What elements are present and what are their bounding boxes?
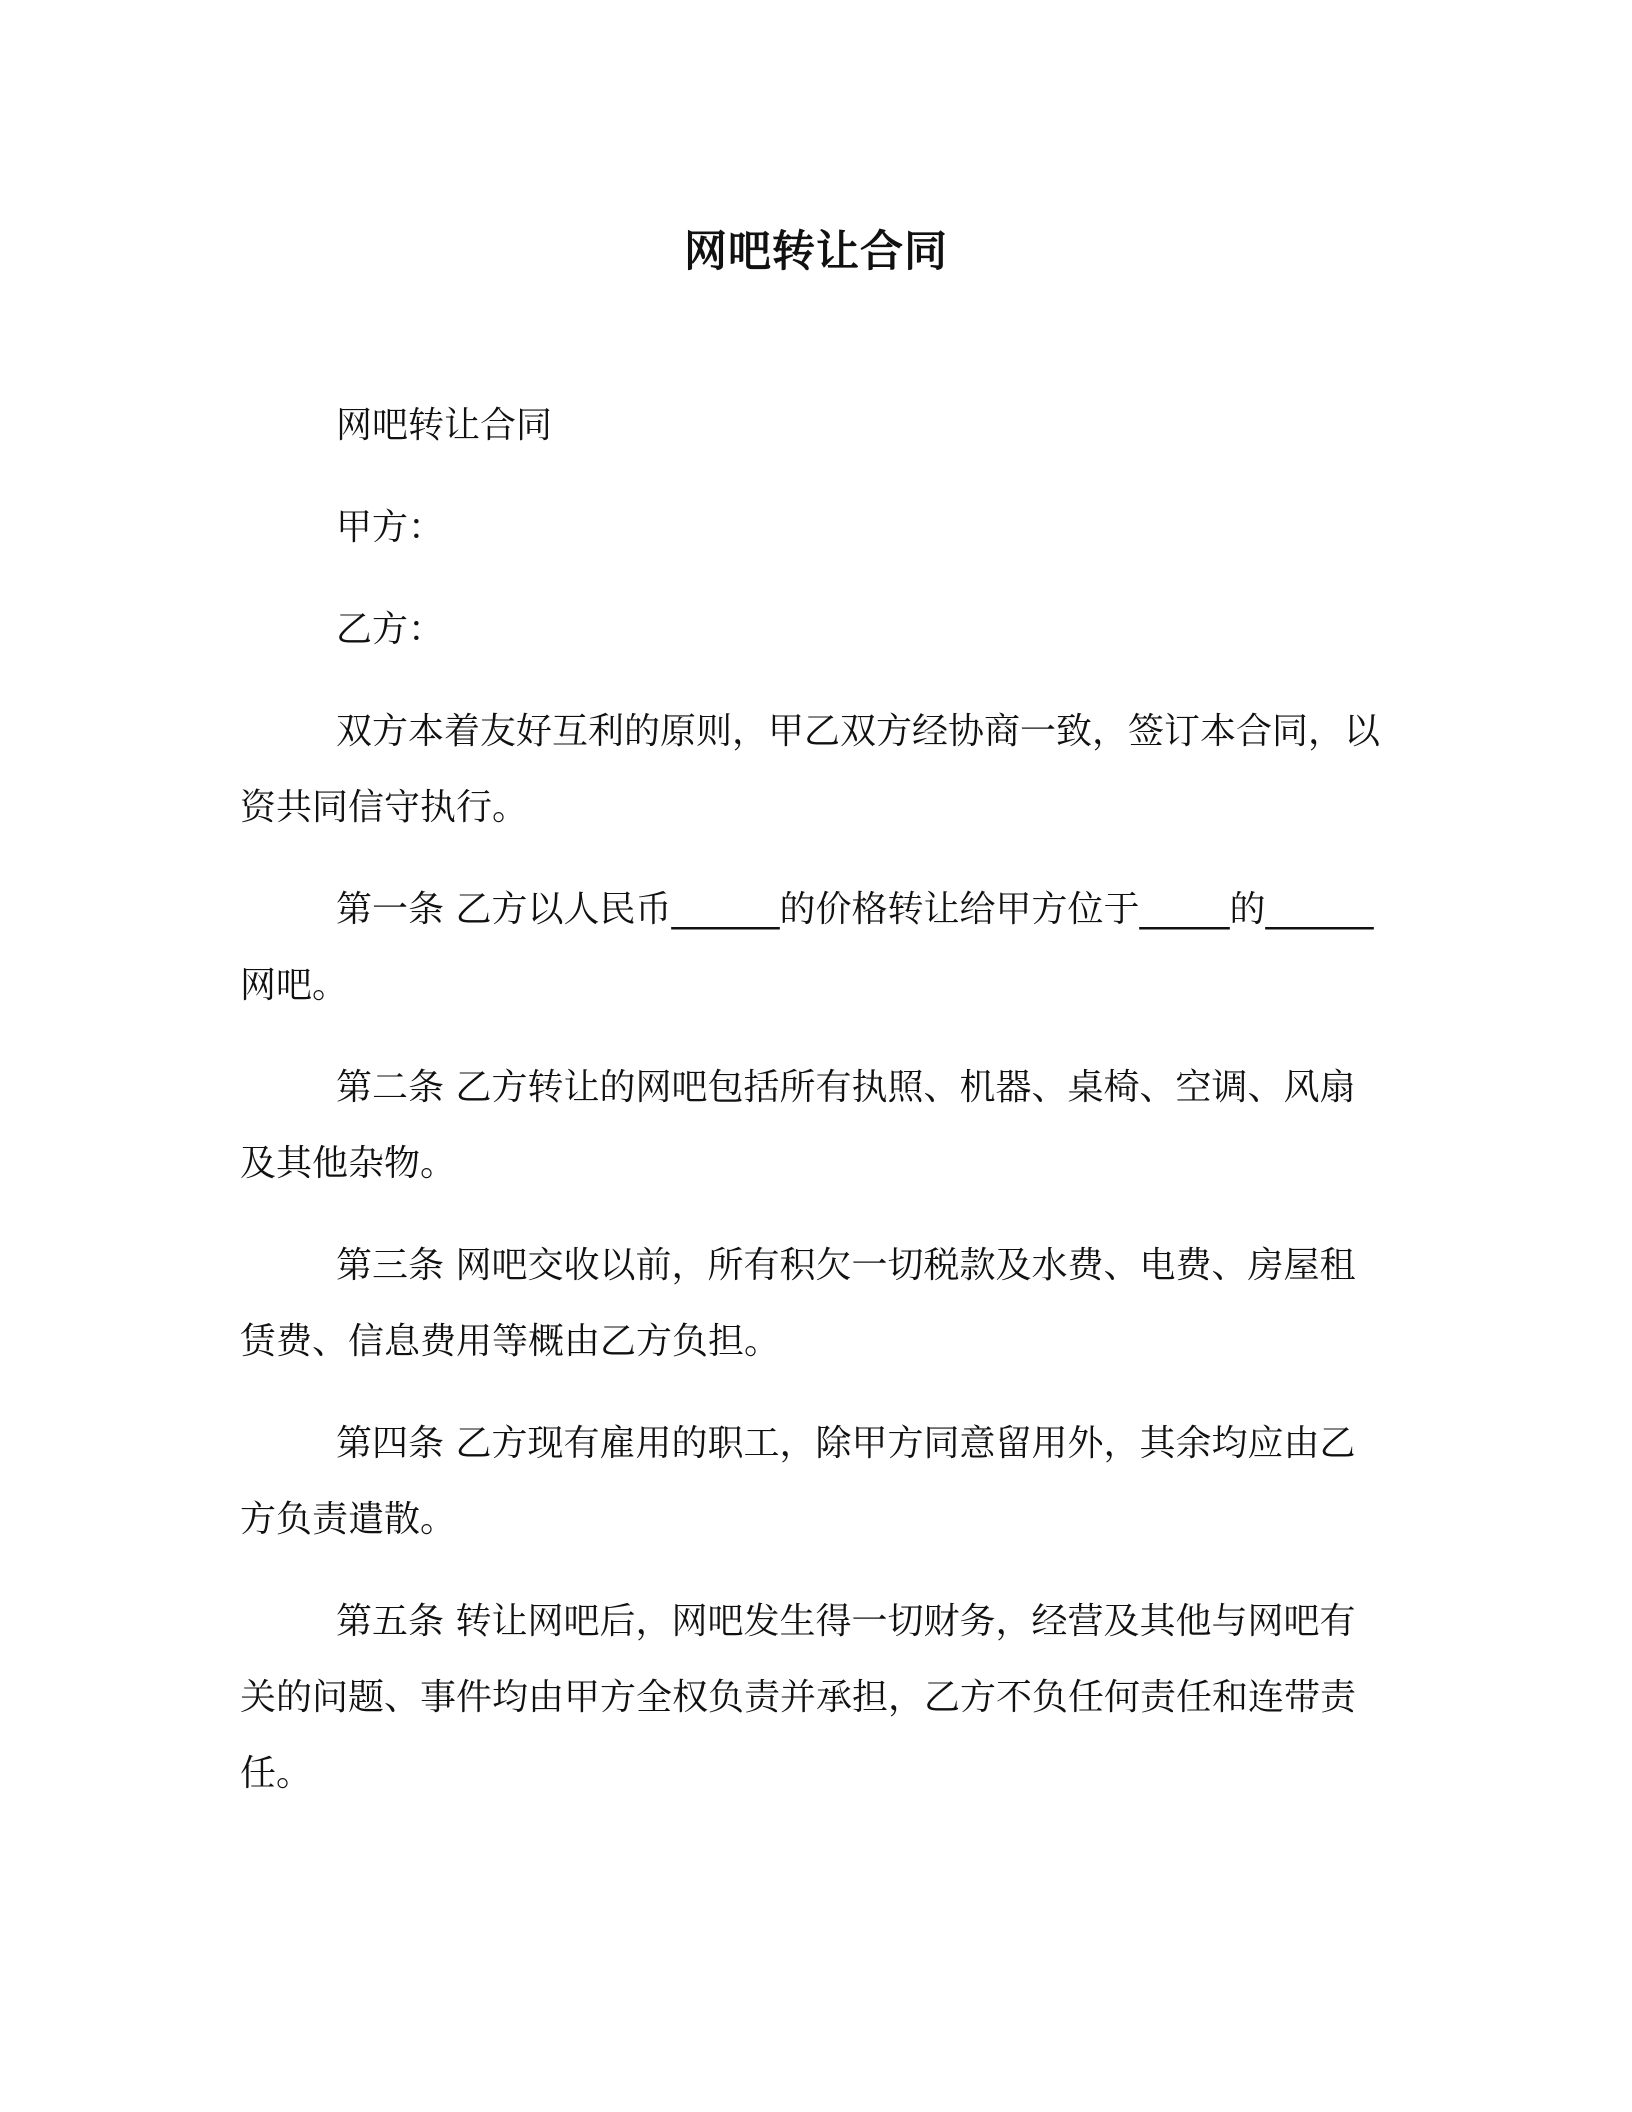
paragraph-article-2: 第二条 乙方转让的网吧包括所有执照、机器、桌椅、空调、风扇及其他杂物。 bbox=[240, 1067, 1356, 1184]
paragraph-party-a: 甲方： bbox=[336, 507, 445, 548]
paragraph-article-3: 第三条 网吧交收以前，所有积欠一切税款及水费、电费、房屋租赁费、信息费用等概由乙方负担。 bbox=[240, 1245, 1356, 1362]
paragraph-article-4: 第四条 乙方现有雇用的职工，除甲方同意留用外，其余均应由乙方负责遣散。 bbox=[240, 1423, 1356, 1540]
paragraph-article-5: 第五条 转让网吧后，网吧发生得一切财务，经营及其他与网吧有关的问题、事件均由甲方全权负责并承担，乙方不负任何责任和连带责任。 bbox=[240, 1601, 1357, 1794]
paragraph-party-b: 乙方： bbox=[336, 609, 445, 650]
document-body bbox=[240, 388, 1380, 1838]
paragraph-preamble: 双方本着友好互利的原则，甲乙双方经协商一致，签订本合同，以资共同信守执行。 bbox=[240, 711, 1381, 828]
paragraph-subtitle: 网吧转让合同 bbox=[336, 405, 553, 446]
paragraph-article-1: 第一条 乙方以人民币______的价格转让给甲方位于_____的______网吧。 bbox=[240, 889, 1374, 1006]
document-title: 网吧转让合同 bbox=[684, 227, 948, 277]
